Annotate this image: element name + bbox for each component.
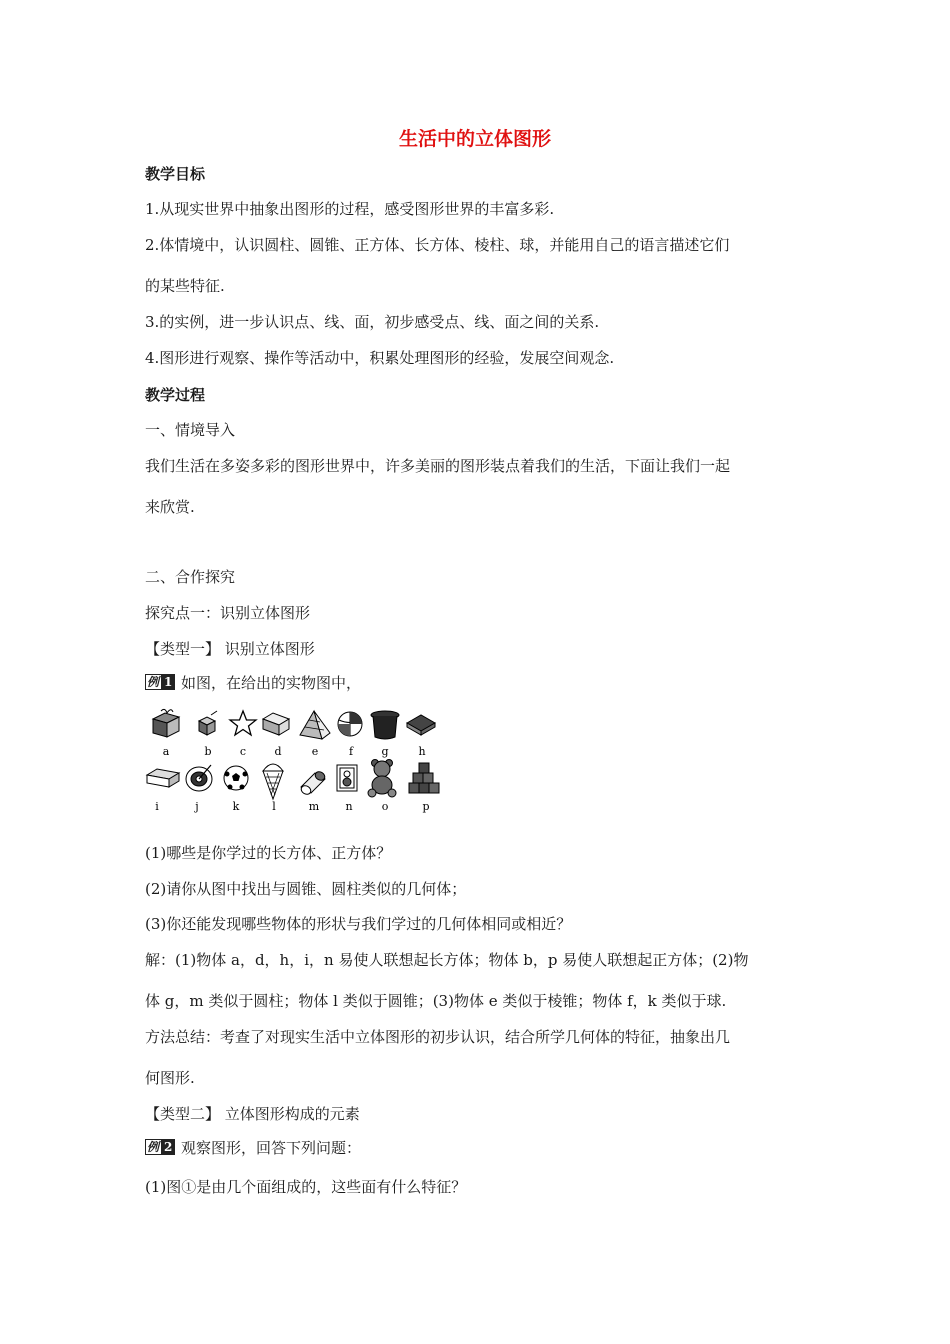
solution-line-1: 解：(1)物体 a，d，h，i，n 易使人联想起长方体；物体 b，p 易使人联想起正方体；(2)物 [145, 951, 749, 969]
label-f: f [348, 745, 354, 758]
gift-box-icon [153, 709, 179, 737]
example-badge-icon: 例 2 [145, 1139, 175, 1155]
label-d: d [274, 745, 282, 758]
stacked-blocks-icon [409, 763, 439, 793]
goal-1: 1.从现实世界中抽象出图形的过程，感受图形世界的丰富多彩. [145, 200, 555, 218]
label-p: p [422, 800, 430, 813]
question-1: (1)哪些是你学过的长方体、正方体？ [145, 844, 392, 862]
bucket-icon [371, 711, 399, 739]
method-line-2: 何图形. [145, 1069, 195, 1087]
type-1-heading: 【类型一】 识别立体图形 [145, 640, 315, 658]
goals-heading: 教学目标 [145, 165, 206, 183]
example-2 [145, 1138, 810, 1158]
label-o: o [381, 800, 389, 813]
speaker-icon [337, 765, 357, 791]
solution-line-2: 体 g，m 类似于圆柱；物体 l 类似于圆锥；(3)物体 e 类似于棱锥；物体 f，k 类似于球. [145, 992, 727, 1010]
label-h: h [418, 745, 426, 758]
section-2-heading: 二、合作探究 [145, 568, 236, 586]
cylinder-pipe-icon [300, 770, 327, 796]
eraser-icon [147, 769, 179, 787]
intro-line-2: 来欣赏. [145, 498, 195, 516]
label-g: g [381, 745, 389, 758]
paper-cube-icon [199, 711, 217, 735]
goal-3: 3.的实例，进一步认识点、线、面，初步感受点、线、面之间的关系. [145, 313, 600, 331]
method-line-1: 方法总结：考查了对现实生活中立体图形的初步认识，结合所学几何体的特征，抽象出几 [145, 1028, 731, 1046]
label-m: m [308, 800, 320, 813]
intro-line-1: 我们生活在多姿多彩的图形世界中，许多美丽的图形装点着我们的生活，下面让我们一起 [145, 457, 731, 475]
label-k: k [232, 800, 240, 813]
point-1-heading: 探究点一：识别立体图形 [145, 604, 311, 622]
label-e: e [311, 745, 319, 758]
example-1-text: 如图，在给出的实物图中， [181, 674, 362, 692]
label-i: i [155, 800, 159, 813]
pyramid-icon [300, 711, 330, 739]
question-2: (2)请你从图中找出与圆锥、圆柱类似的几何体； [145, 880, 467, 898]
box-icon [263, 713, 289, 735]
teddy-bear-icon [368, 760, 396, 798]
example-1 [145, 673, 810, 693]
objects-figure [145, 705, 455, 820]
goal-2: 2.体情境中，认识圆柱、圆锥、正方体、长方体、棱柱、球，并能用自己的语言描述它们 [145, 236, 730, 254]
page-title: 生活中的立体图形 [398, 128, 551, 150]
label-n: n [345, 800, 353, 813]
process-heading: 教学过程 [145, 386, 206, 404]
label-j: j [195, 800, 199, 813]
label-a: a [162, 745, 170, 758]
soccer-ball-icon [224, 766, 248, 790]
section-1-heading: 一、情境导入 [145, 421, 236, 439]
question-2-1: (1)图①是由几个面组成的，这些面有什么特征？ [145, 1178, 467, 1196]
question-3: (3)你还能发现哪些物体的形状与我们学过的几何体相同或相近？ [145, 915, 572, 933]
ball-icon [338, 712, 362, 736]
dartboard-icon [186, 765, 212, 791]
example-badge-icon: 例 1 [145, 674, 175, 690]
star-icon [230, 711, 256, 735]
example-2-text: 观察图形，回答下列问题： [181, 1139, 362, 1157]
goal-2-cont: 的某些特征. [145, 277, 225, 295]
label-c: c [239, 745, 247, 758]
type-2-heading: 【类型二】 立体图形构成的元素 [145, 1105, 360, 1123]
book-icon [407, 715, 435, 735]
ice-cream-cone-icon [263, 764, 283, 799]
label-l: l [272, 800, 276, 813]
goal-4: 4.图形进行观察、操作等活动中，积累处理图形的经验，发展空间观念. [145, 349, 615, 367]
label-b: b [204, 745, 212, 758]
